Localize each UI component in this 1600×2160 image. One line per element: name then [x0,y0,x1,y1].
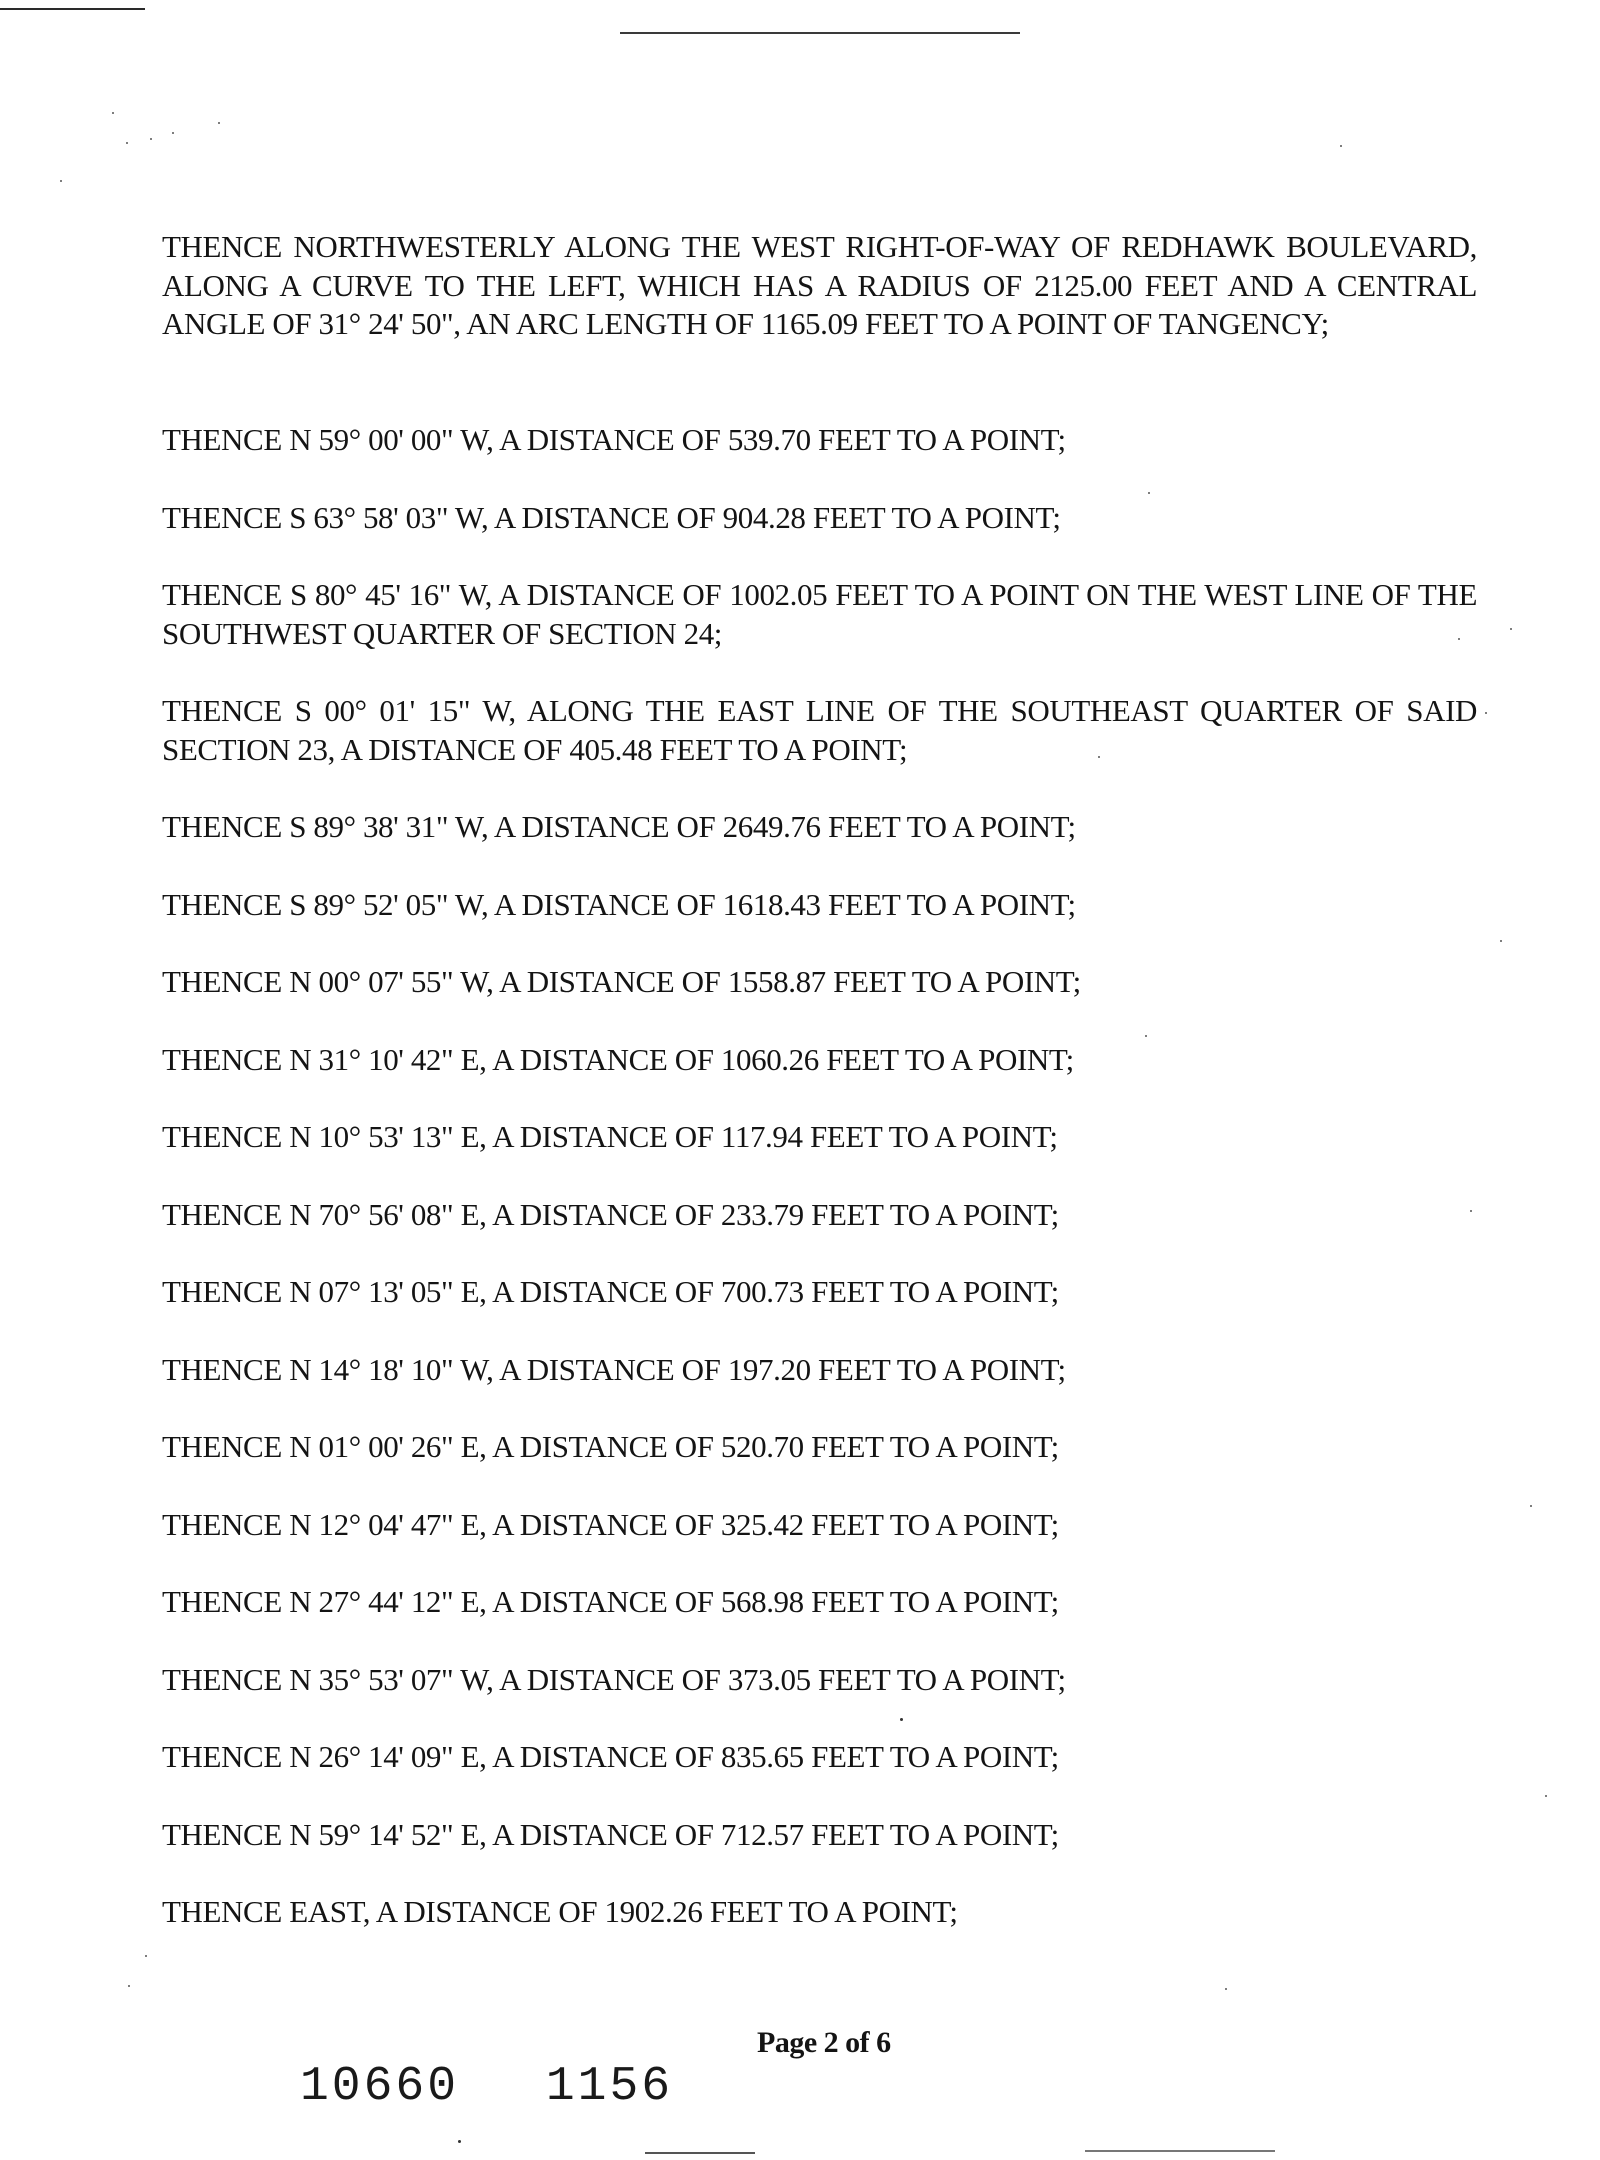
legal-paragraph: THENCE N 59° 00' 00" W, A DISTANCE OF 539.70 FEET TO A POINT; [162,422,1066,457]
legal-description [162,228,1477,1932]
scan-speck [1225,1988,1227,1990]
stamp-book-number: 10660 [300,2060,460,2114]
scan-speck [112,112,114,114]
legal-paragraph: THENCE N 35° 53' 07" W, A DISTANCE OF 373.05 FEET TO A POINT; [162,1661,1066,1697]
scan-speck [1545,1795,1547,1797]
legal-paragraph: THENCE N 27° 44' 12" E, A DISTANCE OF 568.98 FEET TO A POINT; [162,1584,1059,1619]
legal-paragraph: THENCE EAST, A DISTANCE OF 1902.26 FEET TO A POINT; [162,1894,958,1929]
legal-paragraph: THENCE NORTHWESTERLY ALONG THE WEST RIGHT-OF-WAY OF REDHAWK BOULEVARD, ALONG A CURVE TO THE LEFT, WHICH HAS A RADIUS OF 2125.00 FEET AND A CENTRAL ANGLE OF 31° 24' 50", AN ARC LENGTH OF 1165.09 FEET TO A POINT OF TANGENCY; [162,229,1477,341]
legal-paragraph: THENCE N 12° 04' 47" E, A DISTANCE OF 325.42 FEET TO A POINT; [162,1506,1059,1542]
scan-speck [128,1985,130,1987]
legal-paragraph: THENCE N 07° 13' 05" E, A DISTANCE OF 700.73 FEET TO A POINT; [162,1274,1059,1309]
stamp-page-number: 1156 [545,2060,674,2114]
top-center-rule [620,32,1020,34]
legal-paragraph: THENCE S 80° 45' 16" W, A DISTANCE OF 1002.05 FEET TO A POINT ON THE WEST LINE OF THE SOUTHWEST QUARTER OF SECTION 24; [162,577,1477,651]
legal-paragraph: THENCE N 14° 18' 10" W, A DISTANCE OF 197.20 FEET TO A POINT; [162,1351,1066,1387]
legal-paragraph: THENCE N 70° 56' 08" E, A DISTANCE OF 233.79 FEET TO A POINT; [162,1196,1059,1232]
scan-speck [218,122,220,124]
book-page-stamp [300,2060,673,2114]
legal-paragraph: THENCE N 00° 07' 55" W, A DISTANCE OF 1558.87 FEET TO A POINT; [162,964,1081,999]
legal-paragraph: THENCE N 59° 14' 52" E, A DISTANCE OF 712.57 FEET TO A POINT; [162,1816,1059,1852]
bottom-center-rule [645,2152,755,2154]
legal-paragraph: THENCE N 10° 53' 13" E, A DISTANCE OF 117.94 FEET TO A POINT; [162,1119,1058,1154]
legal-paragraph: THENCE N 31° 10' 42" E, A DISTANCE OF 1060.26 FEET TO A POINT; [162,1041,1074,1077]
bottom-right-rule [1085,2150,1275,2152]
legal-paragraph: THENCE N 01° 00' 26" E, A DISTANCE OF 520.70 FEET TO A POINT; [162,1429,1059,1464]
scan-speck [1485,712,1487,714]
top-left-rule [0,8,145,10]
scan-speck [126,142,128,144]
scan-speck [172,132,174,134]
legal-paragraph: THENCE S 63° 58' 03" W, A DISTANCE OF 904.28 FEET TO A POINT; [162,499,1061,535]
legal-paragraph: THENCE S 89° 38' 31" W, A DISTANCE OF 2649.76 FEET TO A POINT; [162,809,1076,844]
scan-speck [458,2140,461,2143]
scan-speck [60,180,62,182]
scan-speck [145,1955,147,1957]
scan-speck [150,138,152,140]
legal-paragraph: THENCE S 89° 52' 05" W, A DISTANCE OF 1618.43 FEET TO A POINT; [162,886,1076,922]
scan-speck [1340,145,1342,147]
scan-speck [1500,940,1502,942]
legal-paragraph: THENCE N 26° 14' 09" E, A DISTANCE OF 835.65 FEET TO A POINT; [162,1739,1059,1774]
scan-speck [1510,628,1512,630]
scan-speck [1530,1505,1532,1507]
page-number: Page 2 of 6 [757,2026,891,2059]
legal-paragraph: THENCE S 00° 01' 15" W, ALONG THE EAST LINE OF THE SOUTHEAST QUARTER OF SAID SECTION 23, A DISTANCE OF 405.48 FEET TO A POINT; [162,693,1477,767]
